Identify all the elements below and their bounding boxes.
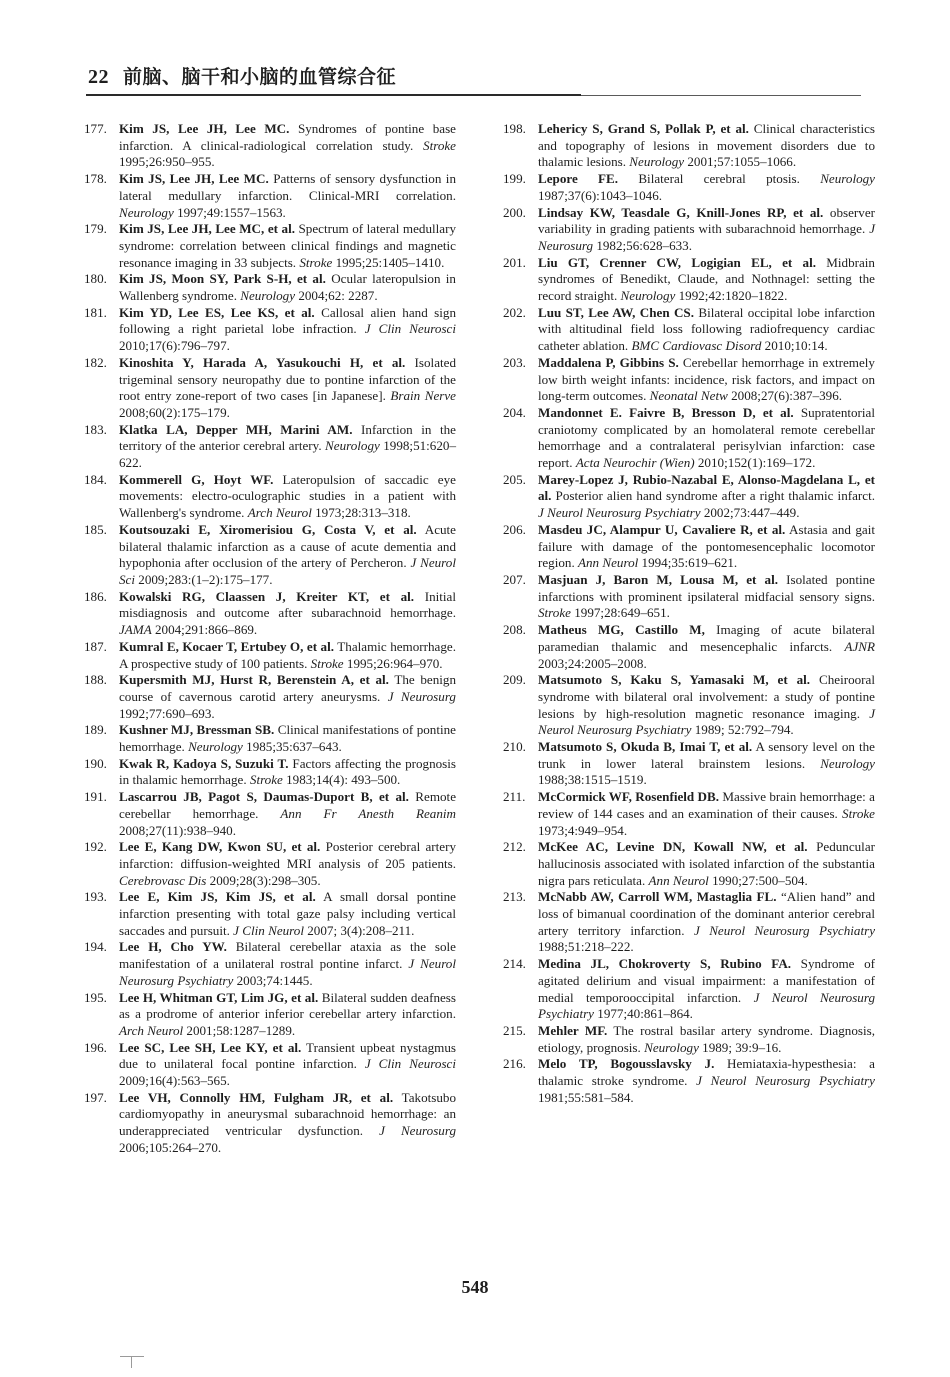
reference-citation: 1998;51:620–622. bbox=[119, 438, 456, 471]
reference-number: 183. bbox=[84, 421, 107, 437]
reference-number: 209. bbox=[503, 672, 526, 688]
reference-citation: 1995;26:950–955. bbox=[119, 154, 215, 170]
reference-authors: Kim JS, Lee JH, Lee MC, et al. bbox=[119, 221, 295, 237]
reference-number: 178. bbox=[84, 171, 107, 187]
reference-number: 192. bbox=[84, 839, 107, 855]
reference-number: 189. bbox=[84, 722, 107, 738]
reference-authors: Kushner MJ, Bressman SB. bbox=[119, 722, 275, 738]
reference-authors: Mehler MF. bbox=[538, 1022, 608, 1038]
reference-journal: Neurology bbox=[620, 288, 676, 304]
reference-journal: Ann Neurol bbox=[578, 555, 639, 571]
reference-title: Initial misdiagnosis and outcome after subarachnoid hemorrhage. bbox=[119, 588, 456, 621]
reference-entry bbox=[503, 305, 875, 355]
reference-number: 206. bbox=[503, 521, 526, 537]
reference-citation: 1988;51:218–222. bbox=[538, 939, 634, 955]
reference-citation: 1989; 52:792–794. bbox=[691, 722, 794, 738]
reference-title: Takotsubo cardiomyopathy in aneurysmal subarachnoid hemorrhage: an underappreciated ventricular dysfunction. bbox=[119, 1089, 456, 1139]
reference-citation: 1983;14(4): 493–500. bbox=[282, 772, 401, 788]
reference-title: Lateropulsion of saccadic eye movements: electro-oculographic studies in a patient with Wallenberg's syndrome. bbox=[119, 471, 456, 521]
reference-authors: McCormick WF, Rosenfield DB. bbox=[538, 789, 720, 805]
reference-number: 201. bbox=[503, 254, 526, 270]
page-header bbox=[88, 62, 396, 89]
reference-entry bbox=[503, 121, 875, 171]
reference-column-right bbox=[503, 121, 875, 1106]
reference-title: Cerebellar hemorrhage in extremely low birth weight infants: incidence, risk factors, and impact on long-term outcomes. bbox=[538, 354, 875, 404]
reference-authors: Matheus MG, Castillo M, bbox=[538, 622, 705, 638]
reference-title: Clinical characteristics and topography of lesions in movement disorders due to thalamic lesions. bbox=[538, 121, 875, 170]
reference-journal: J Neurol Sci bbox=[119, 555, 456, 587]
reference-entry bbox=[84, 756, 456, 789]
reference-entry bbox=[84, 271, 456, 304]
reference-journal: J Neurol Neurosurg Psychiatry bbox=[696, 1073, 875, 1089]
reference-journal: Acta Neurochir (Wien) bbox=[575, 455, 695, 471]
reference-journal: Arch Neurol bbox=[247, 505, 312, 521]
reference-authors: Matsumoto S, Okuda B, Imai T, et al. bbox=[538, 739, 753, 755]
reference-entry bbox=[84, 472, 456, 522]
header-rule-thin bbox=[581, 95, 861, 96]
reference-authors: Luu ST, Lee AW, Chen CS. bbox=[538, 304, 694, 320]
reference-number: 188. bbox=[84, 672, 107, 688]
reference-entry bbox=[84, 589, 456, 639]
reference-authors: Marey-Lopez J, Rubio-Nazabal E, Alonso-Magdelana L, et al. bbox=[538, 471, 875, 504]
reference-journal: J Neurol Neurosurg Psychiatry bbox=[693, 922, 876, 938]
reference-journal: BMC Cardiovasc Disord bbox=[631, 338, 762, 354]
reference-citation: 2010;17(6):796–797. bbox=[119, 338, 230, 354]
reference-citation: 2007; 3(4):208–211. bbox=[303, 922, 415, 938]
reference-entry bbox=[503, 789, 875, 839]
reference-citation: 2003;74:1445. bbox=[233, 972, 313, 988]
reference-journal: AJNR bbox=[844, 638, 875, 654]
reference-title: Bilateral cerebellar ataxia as the sole manifestation of a unilateral rostral pontine infarct. bbox=[119, 939, 456, 972]
reference-entry bbox=[84, 839, 456, 889]
chapter-title: 前脑、脑干和小脑的血管综合征 bbox=[123, 66, 397, 88]
reference-number: 215. bbox=[503, 1022, 526, 1038]
reference-number: 191. bbox=[84, 789, 107, 805]
reference-title: Hemiataxia-hypesthesia: a thalamic stroke syndrome. bbox=[538, 1056, 875, 1089]
reference-citation: 1981;55:581–584. bbox=[538, 1089, 634, 1105]
reference-entry bbox=[84, 1090, 456, 1157]
reference-entry bbox=[84, 522, 456, 589]
reference-title: Thalamic hemorrhage. A prospective study of 100 patients. bbox=[119, 638, 457, 671]
reference-citation: 2003;24:2005–2008. bbox=[538, 655, 647, 671]
reference-authors: McKee AC, Levine DN, Kowall NW, et al. bbox=[538, 839, 808, 855]
reference-authors: Lee VH, Connolly HM, Fulgham JR, et al. bbox=[119, 1089, 394, 1105]
reference-number: 181. bbox=[84, 304, 107, 320]
reference-entry bbox=[84, 889, 456, 939]
reference-journal: J Neurol Neurosurg Psychiatry bbox=[538, 505, 701, 521]
reference-journal: Neurology bbox=[240, 288, 296, 304]
footer-crop-mark bbox=[120, 1356, 144, 1357]
reference-number: 205. bbox=[503, 471, 526, 487]
reference-title: Acute bilateral thalamic infarction as a cause of acute dementia and hypophonia after occlusion of the artery of Percheron. bbox=[119, 521, 456, 571]
reference-authors: Maddalena P, Gibbins S. bbox=[538, 354, 679, 370]
reference-title: Posterior cerebral artery infarction: diffusion-weighted MRI analysis of 205 patients. bbox=[119, 839, 457, 871]
reference-title: Infarction in the territory of the anterior cerebral artery. bbox=[119, 421, 456, 454]
reference-citation: 2010;152(1):169–172. bbox=[694, 455, 816, 471]
reference-journal: Neonatal Netw bbox=[649, 388, 728, 404]
reference-entry bbox=[84, 355, 456, 422]
reference-citation: 1988;38:1515–1519. bbox=[538, 772, 647, 788]
reference-number: 202. bbox=[503, 304, 526, 320]
reference-title: The rostral basilar artery syndrome. Diagnosis, etiology, prognosis. bbox=[538, 1022, 875, 1055]
reference-citation: 2008;60(2):175–179. bbox=[119, 404, 230, 420]
reference-authors: Lee E, Kim JS, Kim JS, et al. bbox=[119, 889, 316, 905]
reference-authors: Lepore FE. bbox=[538, 171, 619, 187]
reference-title: Spectrum of lateral medullary syndrome: correlation between clinical findings and magnetic resonance imaging in 33 subjects. bbox=[119, 221, 456, 270]
page-number: 548 bbox=[461, 1277, 489, 1297]
reference-journal: Stroke bbox=[249, 772, 283, 788]
reference-number: 197. bbox=[84, 1089, 107, 1105]
reference-authors: Lehericy S, Grand S, Pollak P, et al. bbox=[538, 121, 749, 136]
reference-number: 182. bbox=[84, 354, 107, 370]
reference-authors: Kowalski RG, Claassen J, Kreiter KT, et al. bbox=[119, 588, 415, 604]
reference-citation: 2001;58:1287–1289. bbox=[183, 1022, 296, 1038]
reference-authors: Klatka LA, Depper MH, Marini AM. bbox=[119, 421, 353, 437]
reference-entry bbox=[503, 405, 875, 472]
reference-title: Syndrome of agitated delirium and visual impairment: a manifestation of medial temporooccipital infarction. bbox=[538, 956, 876, 1005]
reference-authors: Kim JS, Lee JH, Lee MC. bbox=[119, 171, 269, 187]
reference-title: “Alien hand” and loss of bimanual coordination of the dominant anterior cerebral artery territory infarction. bbox=[538, 889, 875, 938]
reference-authors: Kwak R, Kadoya S, Suzuki T. bbox=[119, 755, 289, 771]
reference-entry bbox=[84, 990, 456, 1040]
reference-title: Cheirooral syndrome with bilateral oral involvement: a study of pontine lesions by high-resolution magnetic resonance imaging. bbox=[538, 672, 875, 721]
reference-number: 212. bbox=[503, 839, 526, 855]
reference-citation: 2004;62: 2287. bbox=[295, 288, 378, 304]
reference-authors: Kumral E, Kocaer T, Ertubey O, et al. bbox=[119, 638, 335, 654]
reference-entry bbox=[84, 171, 456, 221]
reference-title: Imaging of acute bilateral paramedian thalamic and mesencephalic infarcts. bbox=[538, 622, 875, 654]
reference-citation: 2010;10:14. bbox=[761, 338, 828, 354]
reference-authors: Medina JL, Chokroverty S, Rubino FA. bbox=[538, 956, 792, 972]
reference-citation: 1995;26:964–970. bbox=[343, 655, 443, 671]
reference-authors: Lee H, Whitman GT, Lim JG, et al. bbox=[119, 989, 319, 1005]
reference-title: Factors affecting the prognosis in thalamic hemorrhage. bbox=[119, 755, 456, 788]
reference-title: Posterior alien hand syndrome after a right thalamic infarct. bbox=[551, 488, 875, 504]
reference-authors: Lindsay KW, Teasdale G, Knill-Jones RP, et al. bbox=[538, 204, 824, 220]
reference-entry bbox=[84, 305, 456, 355]
reference-entry bbox=[84, 1040, 456, 1090]
reference-number: 196. bbox=[84, 1039, 107, 1055]
reference-number: 198. bbox=[503, 121, 526, 136]
header-rule-thick bbox=[86, 94, 581, 96]
reference-citation: 1973;4:949–954. bbox=[538, 822, 628, 838]
reference-number: 195. bbox=[84, 989, 107, 1005]
reference-title: Bilateral cerebral ptosis. bbox=[618, 171, 821, 187]
reference-citation: 1995;25:1405–1410. bbox=[332, 254, 445, 270]
reference-citation: 1982;56:628–633. bbox=[593, 237, 692, 253]
reference-journal: J Neurol Neurosurg Psychiatry bbox=[538, 705, 875, 738]
reference-number: 190. bbox=[84, 755, 107, 771]
reference-number: 214. bbox=[503, 956, 526, 972]
reference-citation: 1994;35:619–621. bbox=[638, 555, 738, 571]
reference-authors: Lee E, Kang DW, Kwon SU, et al. bbox=[119, 839, 321, 855]
reference-journal: JAMA bbox=[119, 622, 152, 638]
reference-journal: Neurology bbox=[820, 171, 875, 187]
reference-journal: Neurology bbox=[629, 154, 685, 170]
reference-title: The benign course of cavernous carotid artery aneurysms. bbox=[119, 672, 457, 704]
reference-entry bbox=[84, 221, 456, 271]
reference-number: 184. bbox=[84, 471, 107, 487]
reference-citation: 2004;291:866–869. bbox=[151, 622, 258, 638]
reference-entry bbox=[84, 121, 456, 171]
reference-citation: 1987;37(6):1043–1046. bbox=[538, 187, 663, 203]
reference-authors: Matsumoto S, Kaku S, Yamasaki M, et al. bbox=[538, 672, 811, 688]
reference-journal: J Neurosurg bbox=[538, 221, 875, 253]
reference-entry bbox=[503, 739, 875, 789]
reference-citation: 2009;283:(1–2):175–177. bbox=[135, 571, 273, 587]
reference-authors: Lascarrou JB, Pagot S, Daumas-Duport B, et al. bbox=[119, 789, 409, 805]
reference-number: 187. bbox=[84, 638, 107, 654]
reference-citation: 1973;28:313–318. bbox=[311, 505, 411, 521]
reference-entry bbox=[84, 672, 456, 722]
reference-journal: Neurology bbox=[119, 204, 174, 220]
reference-entry bbox=[503, 355, 875, 405]
reference-column-left bbox=[84, 121, 456, 1157]
reference-citation: 1985;35:637–643. bbox=[242, 739, 342, 755]
reference-entry bbox=[503, 205, 875, 255]
reference-journal: Stroke bbox=[538, 605, 571, 621]
reference-entry bbox=[84, 422, 456, 472]
reference-journal: Stroke bbox=[423, 137, 456, 153]
reference-journal: Ann Neurol bbox=[648, 872, 709, 888]
reference-authors: Kim JS, Lee JH, Lee MC. bbox=[119, 121, 290, 136]
reference-title: observer variability in grading patients with subarachnoid hemorrhage. bbox=[538, 204, 875, 237]
reference-journal: Neurology bbox=[820, 755, 875, 771]
reference-citation: 1997;28:649–651. bbox=[570, 605, 670, 621]
reference-journal: J Neurosurg bbox=[379, 1123, 456, 1139]
reference-entry bbox=[503, 839, 875, 889]
reference-entry bbox=[503, 171, 875, 204]
reference-authors: Masdeu JC, Alampur U, Cavaliere R, et al. bbox=[538, 521, 786, 537]
reference-title: Massive brain hemorrhage: a review of 144 cases and an examination of their causes. bbox=[538, 789, 875, 821]
reference-authors: Koutsouzaki E, Xiromerisiou G, Costa V, et al. bbox=[119, 521, 417, 537]
reference-citation: 2001;57:1055–1066. bbox=[684, 154, 797, 170]
reference-entry bbox=[503, 522, 875, 572]
reference-number: 177. bbox=[84, 121, 107, 136]
reference-title: Isolated pontine infarctions with prominent ipsilateral midfacial sensory signs. bbox=[538, 571, 875, 604]
reference-number: 213. bbox=[503, 889, 526, 905]
reference-number: 180. bbox=[84, 271, 107, 287]
reference-entry bbox=[84, 789, 456, 839]
reference-number: 210. bbox=[503, 739, 526, 755]
reference-entry bbox=[503, 1023, 875, 1056]
reference-title: Transient upbeat nystagmus due to unilateral focal pontine infarction. bbox=[119, 1039, 456, 1072]
reference-citation: 1990;27:500–504. bbox=[708, 872, 808, 888]
reference-number: 185. bbox=[84, 521, 107, 537]
reference-number: 194. bbox=[84, 939, 107, 955]
reference-citation: 1977;40:861–864. bbox=[594, 1006, 693, 1022]
reference-entry bbox=[503, 472, 875, 522]
reference-title: Bilateral occipital lobe infarction with altitudinal field loss following radiofrequency cardiac catheter ablation. bbox=[538, 304, 875, 354]
reference-number: 208. bbox=[503, 622, 526, 638]
reference-journal: Stroke bbox=[842, 805, 875, 821]
reference-journal: Brain Nerve bbox=[390, 388, 456, 404]
reference-entry bbox=[503, 889, 875, 956]
reference-number: 179. bbox=[84, 221, 107, 237]
reference-number: 203. bbox=[503, 354, 526, 370]
reference-citation: 1992;42:1820–1822. bbox=[675, 288, 788, 304]
reference-title: Patterns of sensory dysfunction in lateral medullary infarction. Clinical-MRI correlation. bbox=[119, 171, 456, 203]
reference-entry bbox=[503, 672, 875, 739]
reference-citation: 2009;16(4):563–565. bbox=[119, 1073, 230, 1089]
reference-title: Midbrain syndromes of Benedikt, Claude, and Nothnagel: setting the record straight. bbox=[538, 254, 875, 304]
reference-entry bbox=[84, 939, 456, 989]
reference-entry bbox=[503, 1056, 875, 1106]
reference-journal: J Clin Neurosci bbox=[364, 321, 456, 337]
reference-citation: 2002;73:447–449. bbox=[700, 505, 800, 521]
reference-authors: Kim YD, Lee ES, Lee KS, et al. bbox=[119, 304, 315, 320]
reference-citation: 2009;28(3):298–305. bbox=[206, 872, 321, 888]
reference-authors: Mandonnet E. Faivre B, Bresson D, et al. bbox=[538, 404, 794, 420]
reference-citation: 1989; 39:9–16. bbox=[698, 1039, 782, 1055]
reference-title: Remote cerebellar hemorrhage. bbox=[119, 789, 457, 821]
reference-journal: Arch Neurol bbox=[119, 1022, 184, 1038]
reference-authors: Lee SC, Lee SH, Lee KY, et al. bbox=[119, 1039, 302, 1055]
reference-citation: 2008;27(6):387–396. bbox=[727, 388, 843, 404]
reference-title: Callosal alien hand sign following a right parietal lobe infraction. bbox=[119, 304, 456, 337]
reference-journal: J Clin Neurol bbox=[233, 922, 304, 938]
reference-citation: 1997;49:1557–1563. bbox=[173, 204, 286, 220]
reference-entry bbox=[503, 956, 875, 1023]
reference-title: A sensory level on the trunk in lower lateral brainstem lesions. bbox=[538, 739, 875, 771]
reference-journal: Neurology bbox=[188, 739, 243, 755]
reference-title: Isolated trigeminal sensory neuropathy due to pontine infarction of the root entry zone-report of two cases [in Japanese]. bbox=[119, 354, 456, 404]
reference-number: 200. bbox=[503, 204, 526, 220]
reference-title: Peduncular hallucinosis associated with isolated infarction of the substantia nigra pars reticulata. bbox=[538, 839, 875, 888]
reference-citation: 2008;27(11):938–940. bbox=[119, 822, 236, 838]
reference-authors: Kommerell G, Hoyt WF. bbox=[119, 471, 274, 487]
reference-number: 216. bbox=[503, 1056, 526, 1072]
reference-number: 199. bbox=[503, 171, 526, 187]
reference-entry bbox=[503, 622, 875, 672]
reference-title: Ocular lateropulsion in Wallenberg syndrome. bbox=[119, 271, 456, 304]
reference-number: 193. bbox=[84, 889, 107, 905]
reference-authors: McNabb AW, Carroll WM, Mastaglia FL. bbox=[538, 889, 777, 905]
reference-authors: Kupersmith MJ, Hurst R, Berenstein A, et al. bbox=[119, 672, 389, 688]
reference-number: 204. bbox=[503, 404, 526, 420]
reference-journal: J Clin Neurosci bbox=[364, 1056, 456, 1072]
reference-authors: Lee H, Cho YW. bbox=[119, 939, 227, 955]
reference-citation: 1992;77:690–693. bbox=[119, 705, 215, 721]
reference-title: Clinical manifestations of pontine hemorrhage. bbox=[119, 722, 456, 755]
reference-journal: Neurology bbox=[644, 1039, 699, 1055]
reference-journal: Cerebrovasc Dis bbox=[119, 872, 207, 888]
reference-number: 186. bbox=[84, 588, 107, 604]
reference-title: Syndromes of pontine base infarction. A clinical-radiological correlation study. bbox=[119, 121, 456, 153]
reference-journal: J Neurol Neurosurg Psychiatry bbox=[538, 989, 875, 1022]
reference-entry bbox=[84, 639, 456, 672]
reference-title: Supratentorial craniotomy complicated by an homolateral remote cerebellar hemorrhage and a contralateral perisylvian infarction: case report. bbox=[538, 404, 875, 471]
reference-journal: Stroke bbox=[310, 655, 344, 671]
chapter-number: 22 bbox=[88, 66, 109, 88]
reference-authors: Masjuan J, Baron M, Lousa M, et al. bbox=[538, 571, 778, 587]
reference-number: 207. bbox=[503, 571, 526, 587]
reference-authors: Kinoshita Y, Harada A, Yasukouchi H, et al. bbox=[119, 354, 406, 370]
reference-authors: Kim JS, Moon SY, Park S-H, et al. bbox=[119, 271, 326, 287]
reference-title: Bilateral sudden deafness as a prodrome of anterior inferior cerebellar artery infarction. bbox=[119, 989, 456, 1022]
reference-authors: Liu GT, Crenner CW, Logigian EL, et al. bbox=[538, 254, 816, 270]
reference-journal: J Neurol Neurosurg Psychiatry bbox=[119, 956, 456, 988]
reference-citation: 2006;105:264–270. bbox=[119, 1139, 222, 1155]
reference-entry bbox=[84, 722, 456, 755]
reference-number: 211. bbox=[503, 789, 526, 805]
reference-entry bbox=[503, 255, 875, 305]
reference-journal: J Neurosurg bbox=[387, 688, 456, 704]
reference-authors: Melo TP, Bogousslavsky J. bbox=[538, 1056, 715, 1072]
reference-journal: Neurology bbox=[325, 438, 380, 454]
reference-title: Astasia and gait failure with damage of the pontomesencephalic locomotor region. bbox=[538, 521, 875, 571]
reference-entry bbox=[503, 572, 875, 622]
reference-journal: Ann Fr Anesth Reanim bbox=[280, 805, 456, 821]
reference-title: A small dorsal pontine infarction presenting with total gaze palsy including vertical saccades and pursuit. bbox=[119, 889, 456, 938]
reference-journal: Stroke bbox=[299, 254, 333, 270]
